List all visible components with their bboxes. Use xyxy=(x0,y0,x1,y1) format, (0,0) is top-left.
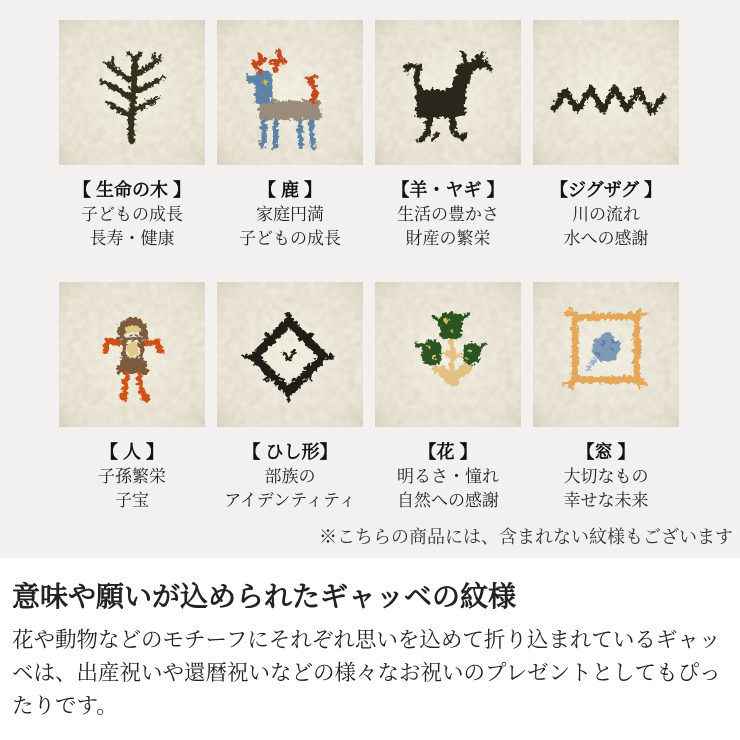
motif-meanings: 大切なもの 幸せな未来 xyxy=(563,467,649,510)
motif-card-flower xyxy=(375,282,521,513)
flower-motif-icon xyxy=(375,282,521,427)
motif-meanings: 生活の豊かさ 財産の繁栄 xyxy=(397,205,499,248)
sheep-goat-motif-icon xyxy=(375,20,521,165)
motif-card-deer xyxy=(217,20,363,251)
motif-label: 【窓 】 xyxy=(576,442,636,462)
motif-card-zigzag xyxy=(533,20,679,251)
motif-label: 【ジグザグ 】 xyxy=(550,180,662,200)
window-motif-icon xyxy=(533,282,679,427)
rug-swatch xyxy=(533,20,679,165)
rug-swatch xyxy=(59,282,205,427)
motif-grid xyxy=(59,20,679,513)
motif-label: 【 人 】 xyxy=(99,442,164,462)
motif-card-diamond xyxy=(217,282,363,513)
rug-swatch xyxy=(217,20,363,165)
motif-card-tree-of-life xyxy=(59,20,205,251)
motif-card-sheep-goat xyxy=(375,20,521,251)
motif-label: 【 鹿 】 xyxy=(257,180,322,200)
diamond-motif-icon xyxy=(217,282,363,427)
exclusion-note: ※こちらの商品には、含まれない紋様もございます xyxy=(319,527,733,547)
motif-label: 【花 】 xyxy=(418,442,478,462)
motif-label: 【 生命の木 】 xyxy=(72,180,191,200)
motif-meanings: 家庭円満 子どもの成長 xyxy=(239,205,341,248)
description-section xyxy=(0,558,740,723)
motif-meanings: 子どもの成長 長寿・健康 xyxy=(81,205,183,248)
motif-meanings: 子孫繁栄 子宝 xyxy=(98,467,166,510)
rug-swatch xyxy=(59,20,205,165)
motif-meanings: 川の流れ 水への感謝 xyxy=(563,205,649,248)
motif-card-person xyxy=(59,282,205,513)
rug-swatch xyxy=(375,20,521,165)
zigzag-motif-icon xyxy=(533,20,679,165)
rug-swatch xyxy=(375,282,521,427)
motif-label: 【 ひし形】 xyxy=(242,442,338,462)
motif-meanings: 部族の アイデンティティ xyxy=(224,467,356,510)
rug-swatch xyxy=(533,282,679,427)
rug-swatch xyxy=(217,282,363,427)
motif-card-window xyxy=(533,282,679,513)
section-heading: 意味や願いが込められたギャッベの紋様 xyxy=(12,581,517,612)
tree-of-life-motif-icon xyxy=(59,20,205,165)
motif-label: 【羊・ヤギ 】 xyxy=(391,180,505,200)
person-motif-icon xyxy=(59,282,205,427)
deer-motif-icon xyxy=(217,20,363,165)
motif-meanings: 明るさ・憧れ 自然への感謝 xyxy=(397,467,499,510)
section-body: 花や動物などのモチーフにそれぞれ思いを込めて折り込まれているギャッベは、出産祝いや還暦祝いなどの様々なお祝いのプレゼントとしてもぴったりです。 xyxy=(12,628,721,718)
